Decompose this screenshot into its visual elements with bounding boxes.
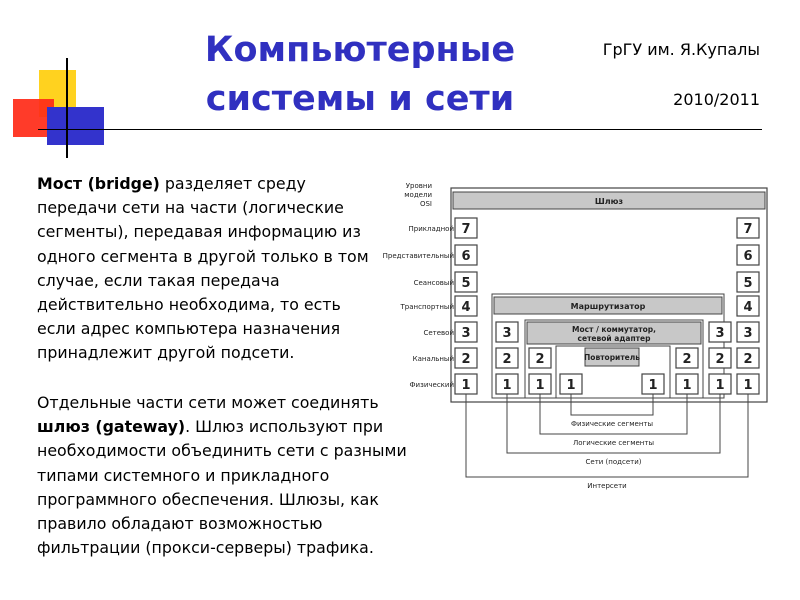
layer-number: 3 bbox=[743, 326, 753, 341]
title-line-2: системы и сети bbox=[205, 79, 515, 119]
osi-layer-name: Прикладной bbox=[408, 225, 454, 233]
layer-number: 2 bbox=[535, 352, 545, 367]
gateway-paragraph bbox=[37, 391, 422, 560]
osi-levels-header-line: модели bbox=[404, 191, 432, 199]
physical-segments-bracket bbox=[571, 394, 653, 415]
layer-number: 1 bbox=[715, 378, 725, 393]
decor-blue-square bbox=[47, 107, 104, 145]
layer-number: 2 bbox=[682, 352, 692, 367]
osi-layer-name: Транспортный bbox=[400, 303, 454, 311]
layer-number: 6 bbox=[743, 249, 753, 264]
bridge-paragraph bbox=[37, 172, 377, 366]
osi-levels-header-line: OSI bbox=[419, 200, 432, 208]
decor-vertical-line bbox=[66, 58, 68, 158]
layer-number: 1 bbox=[743, 378, 753, 393]
layer-number: 2 bbox=[461, 352, 471, 367]
layer-number: 4 bbox=[743, 300, 753, 315]
layer-number: 2 bbox=[502, 352, 512, 367]
gateway-frame bbox=[451, 188, 767, 402]
academic-year-label: 2010/2011 bbox=[673, 90, 760, 109]
layer-number: 5 bbox=[461, 276, 471, 291]
header-divider bbox=[38, 129, 762, 130]
gateway-intro: Отдельные части сети может соединять bbox=[37, 393, 379, 412]
switch-device-label-line1: Мост / коммутатор, bbox=[572, 325, 656, 334]
layer-number: 3 bbox=[502, 326, 512, 341]
gateway-device-label: Шлюз bbox=[594, 197, 624, 206]
layer-number: 7 bbox=[461, 222, 471, 237]
repeater-device-label: Повторитель bbox=[584, 353, 640, 362]
layer-number: 5 bbox=[743, 276, 753, 291]
layer-number: 4 bbox=[461, 300, 471, 315]
title-line-1: Компьютерные bbox=[204, 30, 516, 70]
physical-segments-label: Физические сегменты bbox=[570, 420, 654, 428]
logical-segments-label: Логические сегменты bbox=[573, 439, 654, 447]
layer-number: 7 bbox=[743, 222, 753, 237]
internetwork-label: Интерсети bbox=[587, 482, 627, 490]
layer-number: 1 bbox=[566, 378, 576, 393]
switch-device-label-line2: сетевой адаптер bbox=[577, 334, 651, 343]
osi-layer-name: Сетевой bbox=[423, 329, 454, 337]
organization-label: ГрГУ им. Я.Купалы bbox=[602, 40, 760, 59]
layer-number: 3 bbox=[715, 326, 725, 341]
osi-devices-diagram bbox=[380, 178, 770, 500]
layer-number: 6 bbox=[461, 249, 471, 264]
osi-layer-name: Канальный bbox=[412, 355, 454, 363]
layer-number: 3 bbox=[461, 326, 471, 341]
layer-number: 2 bbox=[715, 352, 725, 367]
layer-number: 1 bbox=[648, 378, 658, 393]
logical-segments-bracket bbox=[540, 394, 687, 434]
slide-title bbox=[170, 26, 550, 124]
layer-number: 2 bbox=[743, 352, 753, 367]
layer-number: 1 bbox=[502, 378, 512, 393]
osi-layer-name: Представительный bbox=[382, 252, 454, 260]
subnets-label: Сети (подсети) bbox=[585, 458, 642, 466]
layer-number: 1 bbox=[682, 378, 692, 393]
gateway-description: . Шлюз используют при необходимости объединить сети с разными типами системного и прикладного программного обеспечения. Шлюзы, как правило обладают возможностью фильтрации (прокси-серверы) трафика. bbox=[37, 417, 407, 558]
osi-layer-name: Сеансовый bbox=[413, 279, 454, 287]
osi-layer-name: Физический bbox=[409, 381, 454, 389]
layer-number: 1 bbox=[535, 378, 545, 393]
osi-levels-header-line: Уровни bbox=[405, 182, 432, 190]
router-device-label: Маршрутизатор bbox=[570, 302, 646, 311]
bridge-term: Мост (bridge) bbox=[37, 174, 160, 193]
layer-number: 1 bbox=[461, 378, 471, 393]
gateway-term: шлюз (gateway) bbox=[37, 417, 186, 437]
bridge-description: разделяет среду передачи сети на части (логические сегменты), передавая информацию из одного сегмента в другой только в том случае, если такая передача действительно необходима, то есть если адрес компьютера назначения принадлежит другой подсети. bbox=[37, 174, 369, 363]
